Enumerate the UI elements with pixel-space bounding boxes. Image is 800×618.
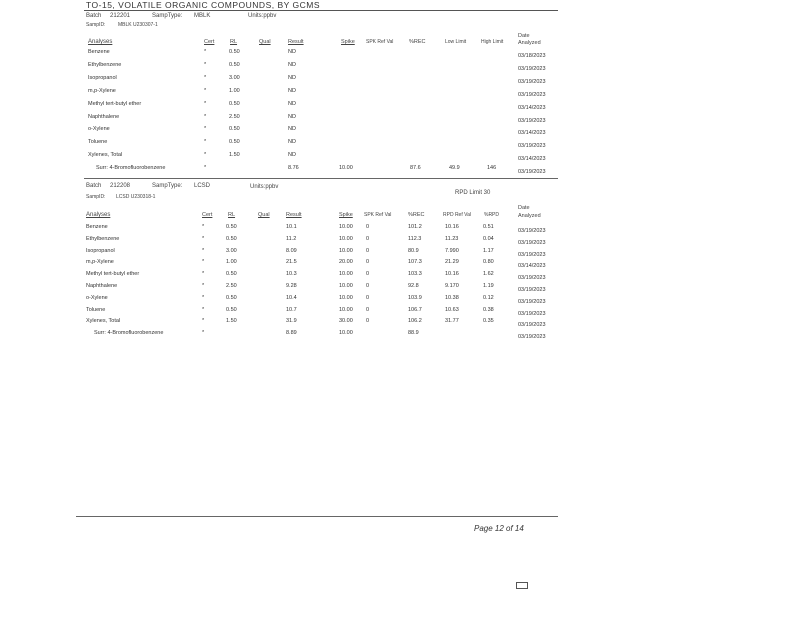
- cell-date: 03/19/2023: [518, 169, 546, 176]
- cell-cert: *: [202, 247, 205, 254]
- cell-date: 03/19/2023: [518, 239, 546, 246]
- cell-rec: 106.7: [408, 306, 422, 313]
- cell-rpd_ref: 10.38: [445, 294, 459, 301]
- lcs-rpd-limit: RPD Limit 30: [455, 190, 491, 196]
- cell-rl: 1.50: [229, 152, 240, 159]
- cell-rec: 92.8: [408, 283, 419, 289]
- cell-rpd: 0.35: [483, 318, 494, 325]
- cell-rl: 1.50: [226, 318, 237, 325]
- cell-rl: 0.50: [226, 306, 237, 313]
- cell-cert: *: [202, 235, 205, 242]
- cell-date: 03/18/2023: [518, 53, 546, 59]
- cell-spike: 10.00: [339, 294, 353, 301]
- lcs-samptype-label: SampType:: [152, 183, 183, 189]
- blank-header-rec: %REC: [409, 39, 426, 45]
- cell-rec: 107.3: [408, 259, 422, 266]
- cell-analyte: Naphthalene: [88, 113, 120, 120]
- cell-result: ND: [288, 87, 296, 94]
- cell-rpd_ref: 31.77: [445, 318, 459, 325]
- cell-rec: 106.2: [408, 318, 422, 325]
- cell-spk_ref: 0: [366, 259, 370, 266]
- cell-result: 10.1: [286, 224, 297, 230]
- cell-result: ND: [288, 49, 296, 55]
- cell-spk_ref: 0: [366, 235, 370, 242]
- cell-rl: 0.50: [226, 294, 237, 301]
- cell-cert: *: [204, 74, 207, 81]
- cell-date: 03/19/2023: [518, 91, 546, 98]
- cell-spike: 30.00: [339, 318, 353, 325]
- scan-stamp: [516, 582, 528, 589]
- lcs-units: Units:ppbv: [250, 184, 279, 190]
- cell-result: ND: [288, 152, 296, 159]
- cell-spk_ref: 0: [366, 306, 370, 313]
- cell-date: 03/19/2023: [518, 298, 546, 305]
- lcs-header-rpd-ref: RPD Ref Val: [443, 212, 471, 218]
- cell-analyte: Ethylbenzene: [86, 235, 120, 242]
- cell-date: 03/19/2023: [518, 143, 546, 150]
- cell-rpd_ref: 9.170: [445, 283, 459, 289]
- cell-date: 03/19/2023: [518, 65, 546, 72]
- cell-result: 10.7: [286, 306, 297, 313]
- cell-cert: *: [204, 87, 207, 94]
- cell-analyte: Methyl tert-butyl ether: [86, 271, 140, 278]
- cell-cert: *: [202, 306, 205, 313]
- cell-spk_ref: 0: [366, 318, 370, 325]
- lcs-batch-id: 212208: [110, 183, 131, 189]
- cell-rpd: 0.04: [483, 235, 494, 242]
- cell-rpd_ref: 11.23: [445, 235, 459, 242]
- cell-rec: 88.9: [408, 330, 419, 337]
- cell-analyte: m,p-Xylene: [88, 87, 116, 94]
- cell-rpd_ref: 7.990: [445, 247, 459, 254]
- cell-analyte: Toluene: [86, 306, 106, 313]
- cell-cert: *: [202, 259, 205, 266]
- cell-result: 8.09: [286, 247, 297, 254]
- lcs-header-spk-ref: SPK Ref Val: [364, 212, 392, 218]
- cell-rl: 0.50: [229, 126, 240, 133]
- cell-result: 10.4: [286, 294, 297, 301]
- cell-analyte: o-Xylene: [88, 126, 110, 133]
- title-rule: [84, 10, 558, 11]
- cell-cert: *: [204, 165, 207, 172]
- cell-rec: 80.9: [408, 247, 419, 254]
- cell-spike: 10.00: [339, 271, 353, 278]
- cell-rpd: 1.19: [483, 283, 494, 289]
- cell-cert: *: [204, 113, 207, 120]
- cell-rec: 103.3: [408, 271, 422, 278]
- cell-rpd: 0.12: [483, 294, 494, 301]
- lcs-header-date-b: Analyzed: [518, 213, 541, 219]
- lcs-header-rl: RL: [228, 212, 236, 218]
- cell-spk_ref: 0: [366, 224, 370, 230]
- cell-rl: 1.00: [226, 259, 237, 266]
- cell-result: ND: [288, 126, 296, 133]
- cell-spk_ref: 0: [366, 247, 370, 254]
- cell-spk_ref: 0: [366, 271, 370, 278]
- cell-spike: 10.00: [339, 247, 353, 254]
- footer-rule: [76, 516, 558, 517]
- cell-cert: *: [204, 152, 207, 159]
- report-title: TO-15, VOLATILE ORGANIC COMPOUNDS, BY GCMS: [86, 0, 321, 10]
- cell-date: 03/14/2023: [518, 104, 546, 111]
- cell-cert: *: [204, 100, 207, 107]
- cell-rpd_ref: 21.29: [445, 259, 459, 266]
- cell-date: 03/14/2023: [518, 263, 546, 270]
- cell-cert: *: [204, 126, 207, 133]
- cell-high: 146: [487, 165, 497, 172]
- cell-rpd_ref: 10.16: [445, 224, 459, 230]
- cell-rl: 0.50: [226, 224, 237, 230]
- blank-samptype-label: SampType:: [152, 13, 183, 19]
- cell-result: 31.9: [286, 318, 297, 325]
- blank-samptype: MBLK: [194, 13, 211, 19]
- cell-date: 03/19/2023: [518, 78, 546, 85]
- cell-rpd: 0.51: [483, 224, 494, 230]
- cell-spk_ref: 0: [366, 283, 370, 289]
- cell-spike: 10.00: [339, 165, 353, 172]
- cell-rec: 103.9: [408, 294, 422, 301]
- cell-cert: *: [202, 318, 205, 325]
- cell-analyte: Xylenes, Total: [86, 318, 121, 325]
- lcs-batch-label: Batch: [86, 183, 102, 189]
- blank-header-qual: Qual: [259, 39, 271, 45]
- lcs-header-cert: Cert: [202, 212, 213, 218]
- cell-cert: *: [202, 294, 205, 301]
- cell-rl: 0.50: [229, 49, 240, 55]
- cell-cert: *: [202, 271, 205, 278]
- cell-date: 03/19/2023: [518, 275, 546, 282]
- blank-header-spk-ref: SPK Ref Val: [366, 39, 394, 45]
- cell-rl: 2.50: [229, 113, 240, 120]
- cell-result: 8.76: [288, 165, 299, 172]
- cell-rl: 0.50: [229, 61, 240, 68]
- cell-rl: 0.50: [226, 271, 237, 278]
- cell-rpd: 1.17: [483, 247, 494, 254]
- cell-analyte: Xylenes, Total: [88, 152, 123, 159]
- cell-date: 03/19/2023: [518, 322, 546, 329]
- cell-rl: 0.50: [229, 139, 240, 146]
- lcs-header-rpd: %RPD: [484, 212, 500, 218]
- cell-rl: 0.50: [226, 235, 237, 242]
- cell-result: ND: [288, 61, 296, 68]
- cell-result: ND: [288, 139, 296, 146]
- cell-low: 49.9: [449, 165, 460, 172]
- cell-date: 03/14/2023: [518, 130, 546, 137]
- cell-rl: 2.50: [226, 283, 237, 289]
- cell-analyte: Naphthalene: [86, 283, 118, 289]
- cell-analyte: Surr: 4-Bromofluorobenzene: [96, 165, 166, 172]
- cell-analyte: Surr: 4-Bromofluorobenzene: [94, 330, 164, 337]
- lcs-header-date-a: Date: [518, 205, 530, 211]
- cell-rpd: 0.38: [483, 306, 494, 313]
- cell-result: ND: [288, 113, 296, 120]
- cell-spike: 10.00: [339, 330, 353, 337]
- cell-result: 11.2: [286, 235, 297, 242]
- cell-analyte: Isopropanol: [86, 247, 115, 254]
- cell-cert: *: [202, 283, 205, 289]
- blank-header-date-b: Analyzed: [518, 40, 541, 46]
- cell-analyte: Benzene: [88, 49, 110, 55]
- cell-cert: *: [202, 330, 205, 337]
- blank-header-date-a: Date: [518, 33, 530, 39]
- lcs-header-result: Result: [286, 212, 302, 218]
- blank-header-spike: Spike: [341, 39, 355, 45]
- cell-date: 03/19/2023: [518, 117, 546, 124]
- cell-spike: 20.00: [339, 259, 353, 266]
- cell-spike: 10.00: [339, 224, 353, 230]
- cell-result: ND: [288, 100, 296, 107]
- cell-result: ND: [288, 74, 296, 81]
- cell-cert: *: [202, 224, 205, 230]
- lcs-header-rec: %REC: [408, 212, 425, 218]
- cell-rpd: 1.62: [483, 271, 494, 278]
- cell-rpd_ref: 10.63: [445, 306, 459, 313]
- lcs-samptype: LCSD: [194, 183, 211, 189]
- cell-spike: 10.00: [339, 235, 353, 242]
- blank-header-low: Low Limit: [445, 39, 467, 45]
- cell-date: 03/14/2023: [518, 156, 546, 163]
- blank-header-rl: RL: [230, 39, 238, 45]
- cell-rec: 101.2: [408, 224, 422, 230]
- cell-cert: *: [204, 61, 207, 68]
- cell-analyte: m,p-Xylene: [86, 259, 114, 266]
- lcs-header-analyses: Analyses: [86, 212, 111, 218]
- cell-analyte: o-Xylene: [86, 294, 108, 301]
- page-number: Page 12 of 14: [474, 524, 524, 533]
- lcs-sampid-label: SampID:: [86, 194, 106, 200]
- cell-cert: *: [204, 139, 207, 146]
- cell-spk_ref: 0: [366, 294, 370, 301]
- cell-analyte: Isopropanol: [88, 74, 117, 81]
- cell-rpd_ref: 10.16: [445, 271, 459, 278]
- cell-date: 03/19/2023: [518, 228, 546, 234]
- blank-batch-label: Batch: [86, 13, 102, 19]
- cell-cert: *: [204, 49, 207, 55]
- section-divider: [84, 178, 558, 179]
- cell-spike: 10.00: [339, 283, 353, 289]
- cell-date: 03/19/2023: [518, 251, 546, 258]
- lcs-sampid: LCSD U230318-1: [116, 194, 156, 200]
- cell-rl: 3.00: [229, 74, 240, 81]
- cell-analyte: Toluene: [88, 139, 108, 146]
- cell-analyte: Ethylbenzene: [88, 61, 122, 68]
- cell-spike: 10.00: [339, 306, 353, 313]
- cell-result: 9.28: [286, 283, 297, 289]
- cell-rl: 3.00: [226, 247, 237, 254]
- blank-header-result: Result: [288, 39, 304, 45]
- blank-sampid: MBLK U230307-1: [118, 22, 158, 28]
- cell-date: 03/19/2023: [518, 287, 546, 293]
- cell-rec: 87.6: [410, 165, 421, 172]
- cell-result: 10.3: [286, 271, 297, 278]
- blank-header-high: High Limit: [481, 39, 504, 45]
- cell-result: 8.89: [286, 330, 297, 337]
- blank-units: Units:ppbv: [248, 13, 277, 19]
- blank-header-cert: Cert: [204, 39, 215, 45]
- cell-date: 03/19/2023: [518, 334, 546, 341]
- cell-rpd: 0.80: [483, 259, 494, 266]
- cell-analyte: Benzene: [86, 224, 108, 230]
- lcs-header-spike: Spike: [339, 212, 353, 218]
- cell-date: 03/19/2023: [518, 310, 546, 317]
- cell-rec: 112.3: [408, 235, 422, 242]
- blank-batch-id: 212201: [110, 13, 131, 19]
- cell-rl: 1.00: [229, 87, 240, 94]
- blank-sampid-label: SampID:: [86, 22, 106, 28]
- cell-result: 21.5: [286, 259, 297, 266]
- cell-rl: 0.50: [229, 100, 240, 107]
- cell-analyte: Methyl tert-butyl ether: [88, 100, 142, 107]
- lcs-header-qual: Qual: [258, 212, 270, 218]
- blank-header-analyses: Analyses: [88, 39, 113, 45]
